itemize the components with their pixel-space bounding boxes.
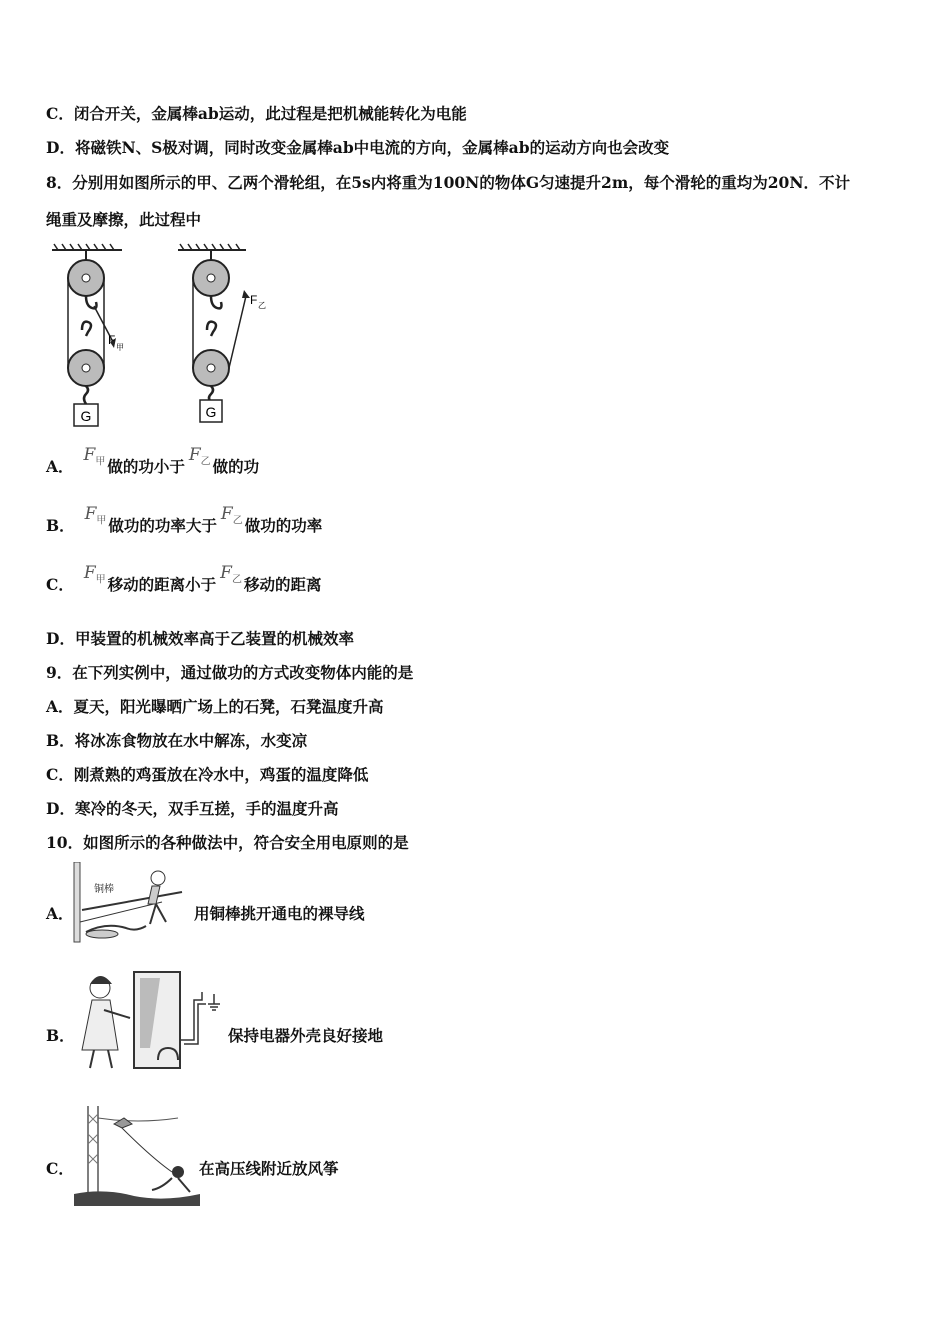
kite-powerline-illustration: [74, 1104, 200, 1206]
q8-option-c: C． $F_甲$ 移动的距离小于 $F_乙$ 移动的距离: [46, 563, 322, 595]
q9-option-b: B．将冰冻食物放在水中解冻，水变凉: [46, 731, 308, 750]
f-jia-symbol: $F_甲$: [83, 563, 106, 586]
q8-option-a: A． $F_甲$ 做的功小于 $F_乙$ 做的功: [46, 445, 260, 477]
svg-text:铜棒: 铜棒: [94, 884, 114, 895]
q10-option-c-text: 在高压线附近放风筝: [199, 1159, 339, 1178]
svg-text:G: G: [205, 404, 217, 420]
svg-text:G: G: [80, 408, 92, 424]
q10-option-b-text: 保持电器外壳良好接地: [228, 1026, 384, 1045]
f-yi-symbol: $F_乙$: [220, 563, 242, 586]
pulley-figure: [46, 240, 286, 430]
svg-text:甲: 甲: [116, 343, 124, 352]
q8-option-b: B． $F_甲$ 做功的功率大于 $F_乙$ 做功的功率: [46, 504, 323, 536]
q8-option-d: D．甲装置的机械效率高于乙装置的机械效率: [46, 629, 354, 648]
ceiling-right: [178, 244, 246, 250]
option-d-prev: D．将磁铁N、S极对调，同时改变金属棒ab中电流的方向，金属棒ab的运动方向也会改变: [46, 138, 670, 157]
q10-stem: 10．如图所示的各种做法中，符合安全用电原则的是: [46, 833, 409, 852]
q10-option-a-text: 用铜棒挑开通电的裸导线: [194, 904, 365, 923]
option-c-prev: C．闭合开关，金属棒ab运动，此过程是把机械能转化为电能: [46, 104, 467, 123]
q10-option-b-label: B．: [46, 1026, 75, 1045]
q9-option-c: C．刚煮熟的鸡蛋放在冷水中，鸡蛋的温度降低: [46, 765, 369, 784]
f-jia-symbol: $F_甲$: [83, 445, 106, 468]
f-yi-symbol: $F_乙$: [188, 445, 211, 468]
svg-text:F: F: [108, 333, 116, 347]
grounded-appliance-illustration: [74, 970, 230, 1072]
q10-option-c-label: C．: [46, 1159, 74, 1178]
ceiling-left: [52, 244, 122, 250]
q10-option-a-label: A．: [46, 904, 74, 923]
f-yi-symbol: $F_乙$: [220, 504, 243, 527]
svg-text:F: F: [250, 293, 258, 307]
q9-option-d: D．寒冷的冬天，双手互搓，手的温度升高: [46, 799, 339, 818]
q8-stem-line1: 8．分别用如图所示的甲、乙两个滑轮组，在5s内将重为100N的物体G匀速提升2m，每个滑轮的重均为20N．不计: [46, 173, 850, 192]
q9-option-a: A．夏天，阳光曝晒广场上的石凳，石凳温度升高: [46, 697, 384, 716]
f-jia-symbol: $F_甲$: [84, 504, 107, 527]
q9-stem: 9．在下列实例中，通过做功的方式改变物体内能的是: [46, 663, 414, 682]
q8-stem-line2: 绳重及摩擦，此过程中: [46, 210, 202, 229]
svg-text:乙: 乙: [258, 301, 266, 310]
copper-rod-illustration: [72, 862, 194, 944]
